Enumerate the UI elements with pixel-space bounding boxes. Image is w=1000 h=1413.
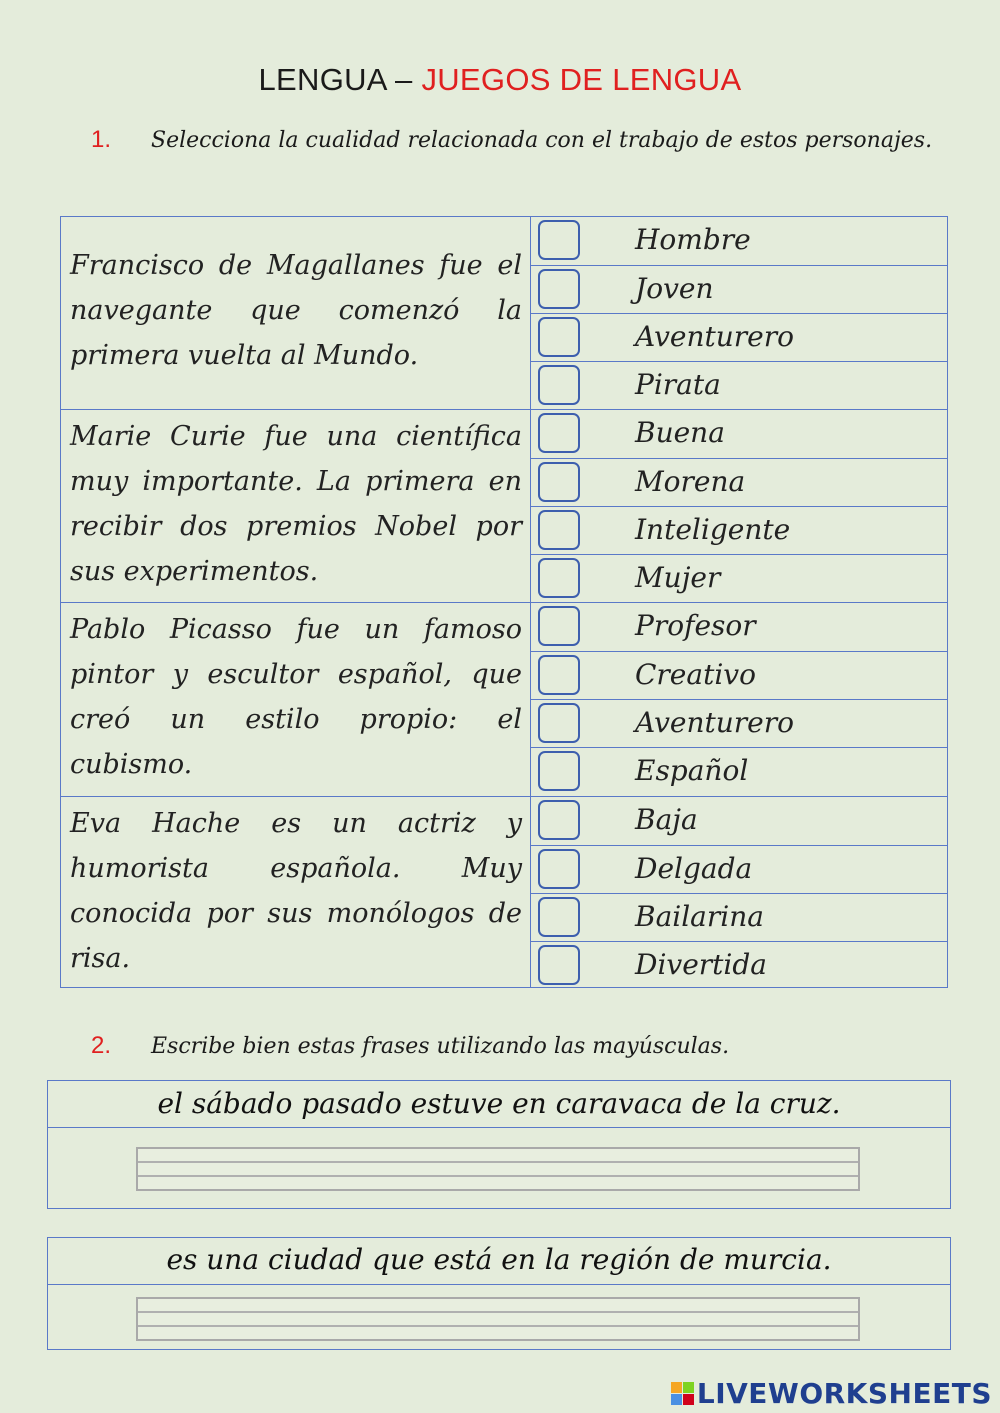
option-checkbox[interactable] bbox=[538, 269, 580, 309]
option-row bbox=[531, 747, 947, 795]
option-label: Creativo bbox=[635, 658, 756, 691]
divider bbox=[48, 1284, 950, 1285]
title-subject: LENGUA – bbox=[258, 62, 422, 97]
answer-input[interactable] bbox=[136, 1297, 860, 1341]
option-label: Pirata bbox=[635, 368, 721, 401]
option-label: Baja bbox=[635, 803, 698, 836]
brand-label: LIVEWORKSHEETS bbox=[696, 1377, 992, 1410]
option-row bbox=[531, 410, 947, 458]
option-checkbox[interactable] bbox=[538, 317, 580, 357]
character-description: Marie Curie fue una científica muy importante. La primera en recibir dos premios Nobel por sus experimentos. bbox=[61, 410, 531, 603]
option-row bbox=[531, 313, 947, 361]
option-row bbox=[531, 893, 947, 941]
option-label: Profesor bbox=[635, 609, 756, 642]
divider bbox=[48, 1127, 950, 1128]
option-label: Divertida bbox=[635, 948, 768, 981]
option-checkbox[interactable] bbox=[538, 606, 580, 646]
option-label: Joven bbox=[635, 272, 714, 305]
option-checkbox[interactable] bbox=[538, 365, 580, 405]
option-label: Inteligente bbox=[635, 513, 791, 546]
sentence-box-1 bbox=[47, 1080, 951, 1209]
option-row bbox=[531, 506, 947, 554]
sentence-box-2 bbox=[47, 1237, 951, 1350]
page-title bbox=[0, 62, 1000, 98]
option-checkbox[interactable] bbox=[538, 751, 580, 791]
option-row bbox=[531, 458, 947, 506]
liveworksheets-logo bbox=[671, 1377, 992, 1410]
option-checkbox[interactable] bbox=[538, 413, 580, 453]
option-checkbox[interactable] bbox=[538, 462, 580, 502]
option-checkbox[interactable] bbox=[538, 800, 580, 840]
sentence-wrapper bbox=[48, 1243, 950, 1276]
character-block-picasso bbox=[61, 602, 947, 797]
option-checkbox[interactable] bbox=[538, 897, 580, 937]
option-row bbox=[531, 265, 947, 313]
option-row bbox=[531, 797, 947, 845]
exercise-1-table bbox=[60, 216, 948, 988]
liveworksheets-logo-icon bbox=[671, 1382, 694, 1405]
option-label: Aventurero bbox=[635, 706, 794, 739]
sentence-text: el sábado pasado estuve en caravaca de la cruz. bbox=[157, 1087, 841, 1120]
option-row bbox=[531, 651, 947, 699]
option-checkbox[interactable] bbox=[538, 849, 580, 889]
option-checkbox[interactable] bbox=[538, 510, 580, 550]
option-row bbox=[531, 941, 947, 989]
sentence-text: es una ciudad que está en la región de murcia. bbox=[140, 1243, 857, 1276]
option-label: Delgada bbox=[635, 852, 753, 885]
option-label: Aventurero bbox=[635, 320, 794, 353]
option-checkbox[interactable] bbox=[538, 703, 580, 743]
option-row bbox=[531, 603, 947, 651]
character-block-magallanes bbox=[61, 217, 947, 409]
option-row bbox=[531, 554, 947, 602]
answer-input[interactable] bbox=[136, 1147, 860, 1191]
option-checkbox[interactable] bbox=[538, 655, 580, 695]
question-1-instruction: Selecciona la cualidad relacionada con el trabajo de estos personajes. bbox=[151, 128, 933, 153]
character-description: Pablo Picasso fue un famoso pintor y escultor español, que creó un estilo propio: el cubismo. bbox=[61, 603, 531, 797]
option-checkbox[interactable] bbox=[538, 945, 580, 985]
option-row bbox=[531, 699, 947, 747]
option-checkbox[interactable] bbox=[538, 220, 580, 260]
option-label: Buena bbox=[635, 416, 725, 449]
option-row bbox=[531, 217, 947, 265]
question-2-number: 2. bbox=[91, 1032, 112, 1059]
character-description: Eva Hache es un actriz y humorista española. Muy conocida por sus monólogos de risa. bbox=[61, 797, 531, 988]
option-label: Bailarina bbox=[635, 900, 764, 933]
option-row bbox=[531, 361, 947, 409]
option-label: Mujer bbox=[635, 561, 721, 594]
question-1-number: 1. bbox=[91, 126, 112, 153]
character-block-curie bbox=[61, 409, 947, 603]
title-topic: JUEGOS DE LENGUA bbox=[421, 62, 742, 97]
option-checkbox[interactable] bbox=[538, 558, 580, 598]
question-2-instruction: Escribe bien estas frases utilizando las mayúsculas. bbox=[151, 1034, 730, 1059]
option-row bbox=[531, 845, 947, 893]
option-label: Morena bbox=[635, 465, 746, 498]
option-label: Español bbox=[635, 754, 749, 787]
character-description: Francisco de Magallanes fue el navegante que comenzó la primera vuelta al Mundo. bbox=[61, 217, 531, 409]
option-label: Hombre bbox=[635, 223, 751, 256]
character-block-hache bbox=[61, 796, 947, 988]
